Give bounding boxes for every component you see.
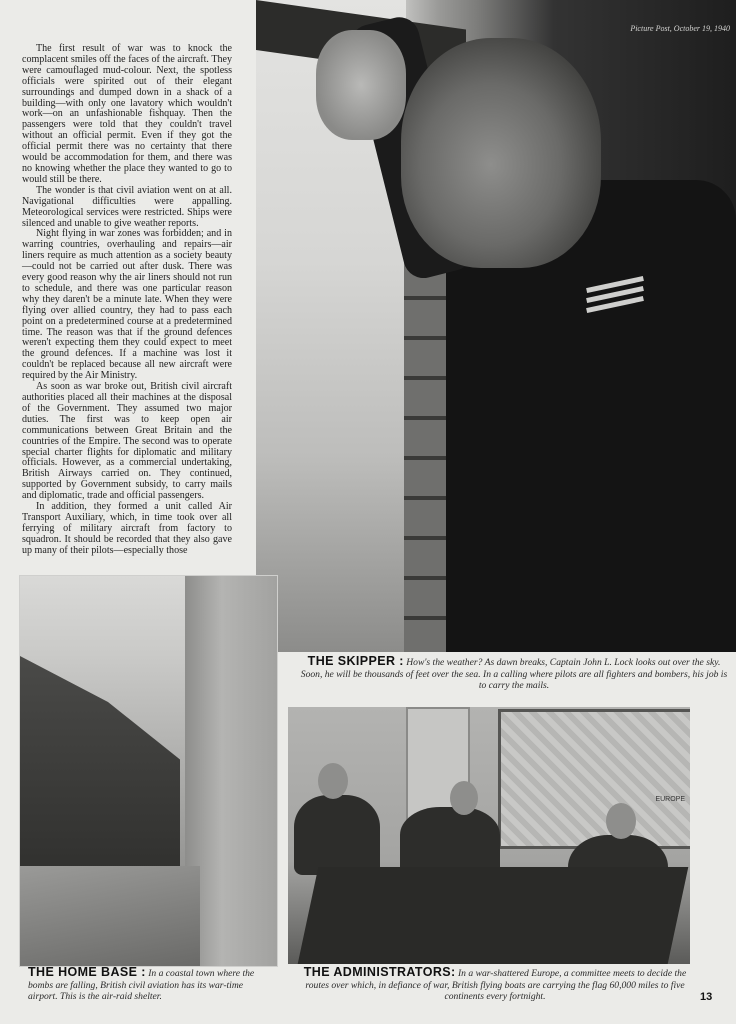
committee-member-face — [450, 781, 478, 815]
article-paragraph: In addition, they formed a unit called Air Transport Auxiliary, which, in time took over all ferrying of military aircraft from factory to squadron. It should be recorded that they also gave up many of their pilots—especially those — [22, 501, 232, 556]
article-paragraph: Night flying in war zones was forbidden; and in warring countries, overhauling and repairs—air liners require as much attention as a society beauty—could not be carried out after dusk. There was every good reason why the air liners should not run to schedule, and there was one particular reason why they daren't be a minute late. When they were flying over allied country, they had to pass each point on a predetermined course at a predetermined time. The reason was that if the ground defences weren't expecting them they could expect to meet the ground defences. If a machine was lost it couldn't be replaced because all new aircraft were required by the Air Ministry. — [22, 228, 232, 382]
article-paragraph: The wonder is that civil aviation went on at all. Navigational difficulties were appalling. Meteorological services were restricted. Ships were silenced and unable to give weather reports. — [22, 184, 232, 229]
skipper-caption-text: How's the weather? As dawn breaks, Captain John L. Lock looks out over the sky. Soon, he will be thousands of feet over the sea. In a calling where pilots are all fighters and bombers, his job is to carry the mails. — [300, 657, 728, 692]
captain-head — [401, 38, 601, 268]
administrators-caption-text: In a war-shattered Europe, a committee meets to decide the routes over which, in defiance of war, British flying boats are carrying the flag 60,000 miles to five continents every fortnight. — [305, 968, 687, 1003]
skipper-caption — [300, 656, 728, 692]
administrators-caption-lead: THE ADMINISTRATORS: — [303, 965, 456, 979]
cobbled-street — [20, 866, 200, 966]
article-paragraph: The first result of war was to knock the complacent smiles off the faces of the aircraft. They were camouflaged mud-colour. Next, the spotless officials were spirited out of their elegant surroundings and dumped down in a shack of a building—with only one lavatory which wouldn't work—on an unfashionable fishquay. Then the passengers were told that they couldn't travel without an official permit. Even if they got the official permit there was no certainty that there would be accommodation for them, and there was no knowing whether the place they wanted to go to would still be there. — [22, 43, 232, 185]
committee-member-face — [606, 803, 636, 839]
page-folio: Picture Post, October 19, 1940 — [630, 24, 730, 33]
street-buildings — [20, 656, 180, 886]
administrators-photo — [288, 707, 690, 964]
article-paragraph: As soon as war broke out, British civil aircraft authorities placed all their machines at the disposal of the Government. They assumed two major duties. The first was to keep open air communications between Great Britain and the countries of the Empire. The second was to operate special charter flights for diplomatic and military officials. However, as a commercial undertaking, British Airways carried on. They continued, supported by Government subsidy, to carry mails and diplomatic, trade and official passengers. — [22, 381, 232, 502]
committee-desk — [298, 867, 689, 964]
captain-hand — [316, 30, 406, 140]
wall-map — [498, 709, 690, 849]
map-label: EUROPE — [655, 796, 685, 803]
committee-member — [294, 795, 380, 875]
skipper-caption-lead: THE SKIPPER : — [307, 654, 404, 668]
home-base-caption — [28, 967, 268, 1003]
page-number: 13 — [700, 991, 713, 1003]
article-column — [22, 44, 232, 557]
home-base-caption-text: In a coastal town where the bombs are falling, British civil aviation has its war-time airport. This is the air-raid shelter. — [28, 968, 255, 1003]
home-base-caption-lead: THE HOME BASE : — [28, 965, 146, 979]
committee-member-face — [318, 763, 348, 799]
home-base-photo — [19, 575, 278, 967]
administrators-caption — [300, 967, 690, 1003]
skipper-photo — [256, 0, 736, 652]
